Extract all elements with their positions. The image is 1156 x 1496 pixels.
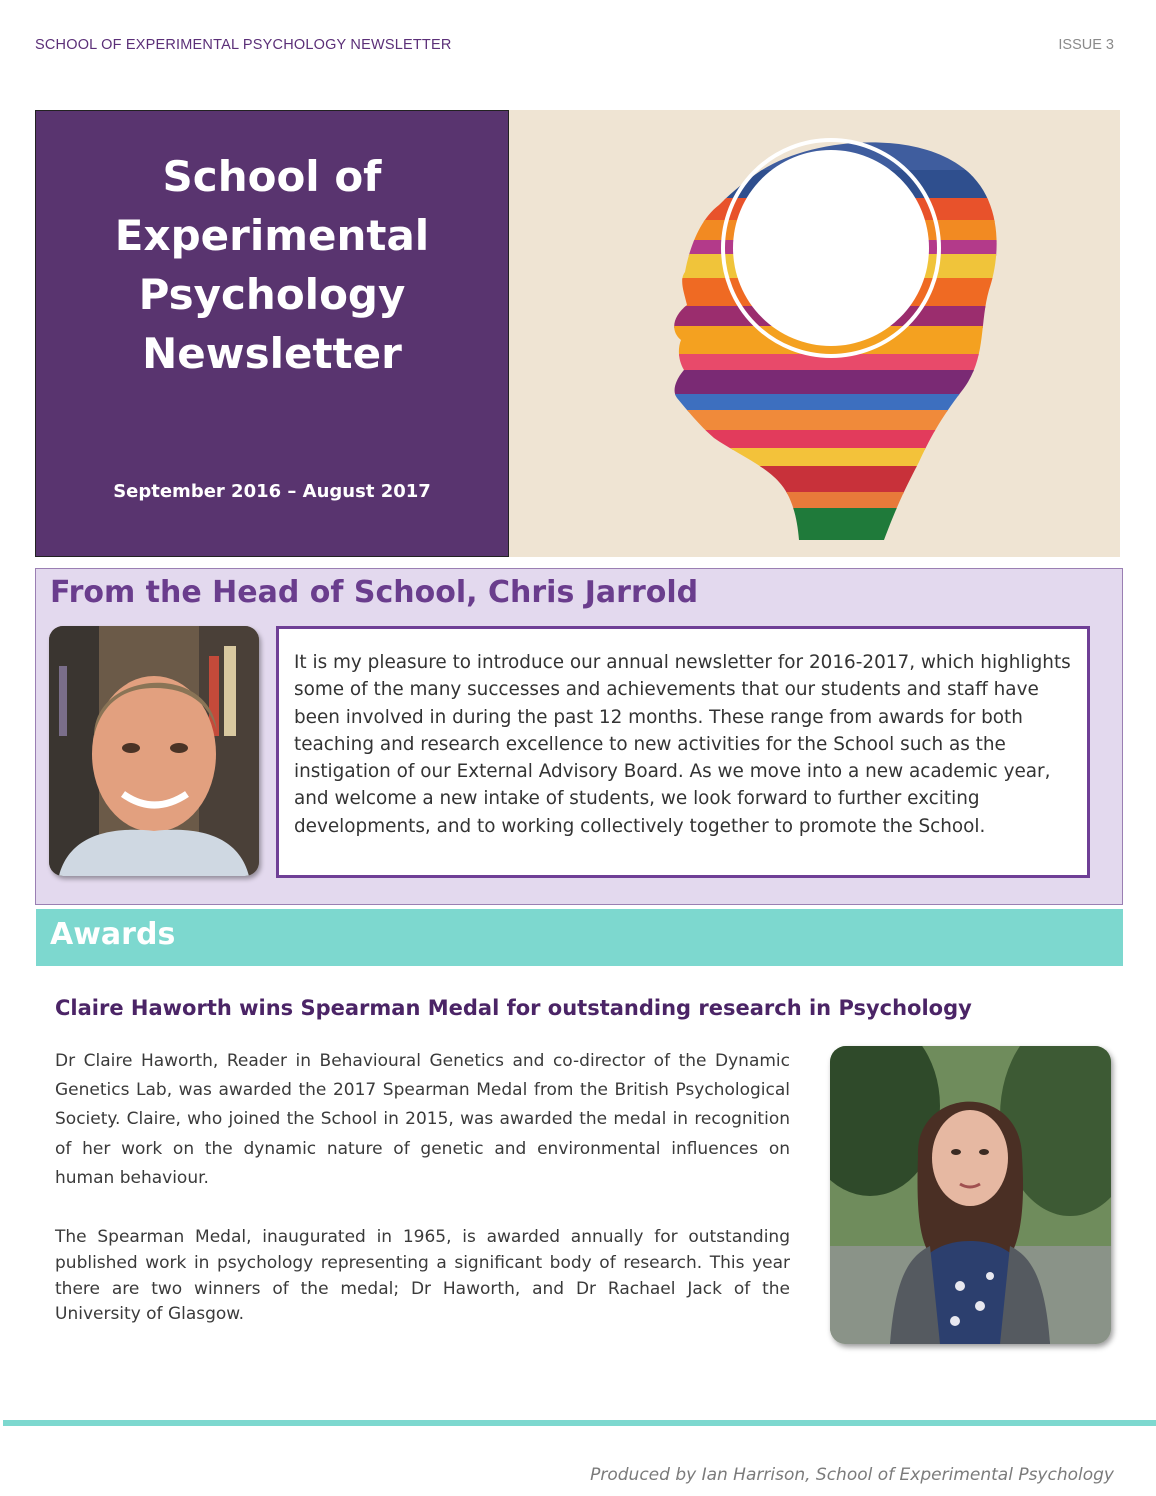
- banner-illustration: [509, 110, 1120, 557]
- head-of-school-title: From the Head of School, Chris Jarrold: [50, 575, 699, 610]
- awards-section-bar: [36, 909, 1123, 966]
- chris-jarrold-photo: [49, 626, 259, 876]
- article-paragraph-2: The Spearman Medal, inaugurated in 1965, is awarded annually for outstanding published work in psychology representing a significant body of research. This year there are two winners of the medal; Dr Haworth, and Dr Rachael Jack of the University of Glasgow.: [55, 1227, 790, 1325]
- colorful-head-illustration: [509, 110, 1120, 557]
- footer-divider: [3, 1420, 1156, 1426]
- article-paragraph-1: Dr Claire Haworth, Reader in Behavioural Genetics and co-director of the Dynamic Genetics Lab, was awarded the 2017 Spearman Medal from the British Psychological Society. Claire, who joined the School in 2015, was awarded the medal in recognition of her work on the dynamic nature of genetic and environmental influences on human behaviour.: [55, 1051, 790, 1188]
- awards-section-title: Awards: [50, 917, 176, 952]
- footer-credit: Produced by Ian Harrison, School of Experimental Psychology: [590, 1465, 1114, 1485]
- banner-date: September 2016 – August 2017: [113, 481, 431, 502]
- article-title: Claire Haworth wins Spearman Medal for outstanding research in Psychology: [55, 996, 972, 1020]
- issue-number: ISSUE 3: [1058, 37, 1114, 53]
- head-of-school-section: [35, 568, 1123, 905]
- banner-title-panel: [35, 110, 509, 557]
- head-of-school-message: It is my pleasure to introduce our annual newsletter for 2016-2017, which highlights some of the many successes and achievements that our students and staff have been involved in during the past 12 months. These range from awards for both teaching and research excellence to new activities for the School such as the instigation of our External Advisory Board. As we move into a new academic year, and welcome a new intake of students, we look forward to further exciting developments, and to working collectively together to promote the School.: [276, 626, 1090, 878]
- claire-haworth-photo: [830, 1046, 1111, 1344]
- banner-title: School of Experimental Psychology Newsletter: [114, 152, 430, 378]
- page-header-title: SCHOOL OF EXPERIMENTAL PSYCHOLOGY NEWSLETTER: [35, 37, 452, 53]
